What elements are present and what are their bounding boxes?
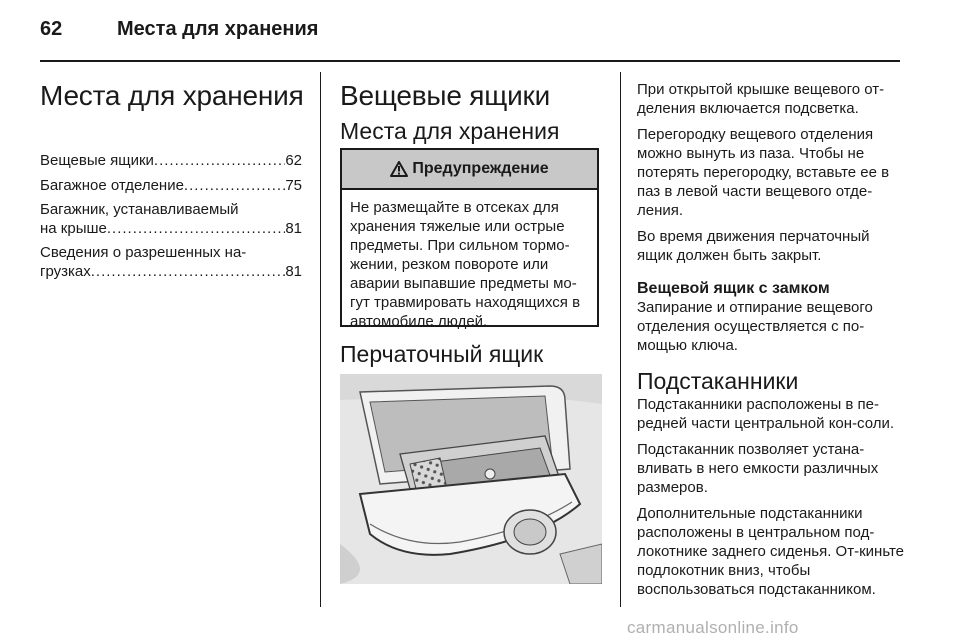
running-header-title: Места для хранения	[117, 18, 319, 40]
paragraph-lock: Запирание и отпирание вещевого отделения осуществляется с по-мощью ключа.	[637, 299, 873, 354]
toc-entry-roof-rack[interactable]	[40, 200, 302, 238]
toc-label-line1: Сведения о разрешенных на-	[40, 244, 247, 261]
warning-header	[342, 150, 597, 190]
glovebox-heading: Перчаточный ящик	[340, 341, 544, 367]
warning-triangle-icon	[390, 161, 408, 177]
warning-title: Предупреждение	[412, 160, 549, 177]
section-heading: Вещевые ящики	[340, 80, 551, 111]
header-rule	[40, 60, 900, 62]
paragraph-cupholders-location: Подстаканники расположены в пе-редней части центральной кон-соли.	[637, 396, 895, 432]
subsection-heading: Места для хранения	[340, 118, 560, 144]
cupholders-heading: Подстаканники	[637, 368, 799, 394]
warning-text: Не размещайте в отсеках для хранения тяжелые или острые предметы. При сильном тормо-жении, резком повороте или аварии выпавшие предметы мо-гут травмировать находящихся в автомобиле людей.	[350, 199, 581, 330]
paragraph-driving: Во время движения перчаточный ящик должен быть закрыт.	[637, 228, 870, 264]
paragraph-cupholders-sizes: Подстаканник позволяет устана-вливать в него емкости различных размеров.	[637, 441, 879, 496]
toc-label: грузках	[40, 263, 91, 280]
paragraph-lighting: При открытой крышке вещевого от-деления включается подсветка.	[637, 81, 885, 117]
page-number: 62	[40, 18, 63, 40]
toc-entry-trunk[interactable]	[40, 176, 302, 195]
toc-page: 81	[285, 263, 302, 280]
right-column	[637, 80, 905, 599]
warning-box	[340, 148, 599, 330]
watermark: carmanualsonline.info	[627, 618, 799, 637]
toc-page: 75	[285, 177, 302, 194]
toc-entry-glovebox[interactable]	[40, 151, 302, 170]
lock-heading: Вещевой ящик с замком	[637, 280, 830, 297]
column-divider-left	[320, 72, 321, 607]
toc-label: Багажное отделение	[40, 177, 184, 194]
paragraph-cupholders-rear: Дополнительные подстаканники расположены в центральном под-локотнике заднего сиденья. От-киньте подлокотник вниз, чтобы воспользоваться подстаканником.	[637, 505, 905, 598]
toc-page: 62	[285, 152, 302, 169]
toc-label: на крыше	[40, 220, 107, 237]
toc-label-line1: Багажник, устанавливаемый	[40, 201, 239, 218]
glovebox-illustration	[340, 374, 602, 584]
toc-entry-load-info[interactable]	[40, 243, 302, 281]
chapter-heading: Места для хранения	[40, 80, 304, 111]
glovebox-drawing	[340, 374, 602, 584]
column-divider-right	[620, 72, 621, 607]
toc-label: Вещевые ящики	[40, 152, 154, 169]
toc-page: 81	[285, 220, 302, 237]
paragraph-divider: Перегородку вещевого отделения можно вынуть из паза. Чтобы не потерять перегородку, вставьте ее в паз в левой части вещевого отде-ления.	[637, 126, 890, 219]
